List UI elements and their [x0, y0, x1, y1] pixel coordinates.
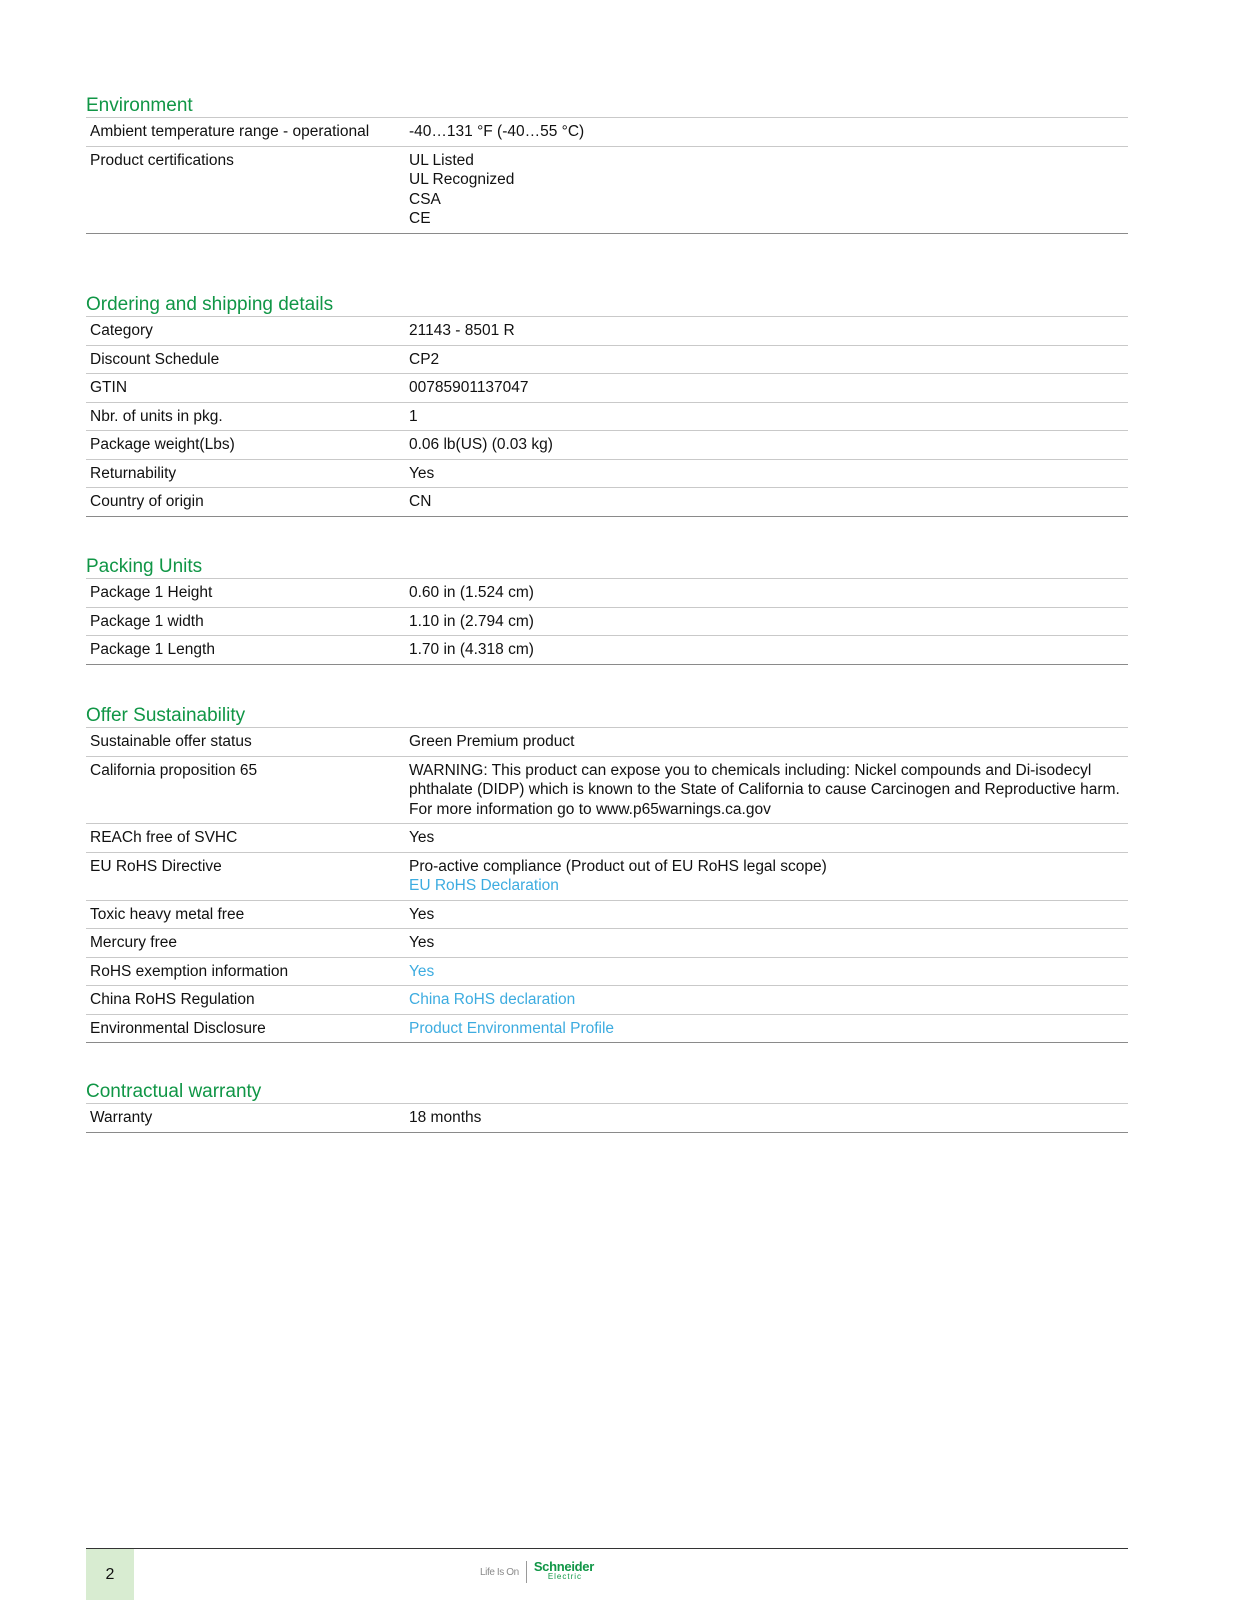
certification-item: UL Recognized [409, 171, 515, 188]
table-row [86, 900, 1128, 929]
row-label: Environmental Disclosure [86, 1014, 405, 1043]
table-row [86, 345, 1128, 374]
section-environment [86, 95, 1128, 234]
table-row [86, 756, 1128, 824]
row-value [405, 146, 1128, 233]
section-title: Packing Units [86, 556, 203, 577]
table-row [86, 431, 1128, 460]
table-row [86, 374, 1128, 403]
row-label: Toxic heavy metal free [86, 900, 405, 929]
row-label: Mercury free [86, 929, 405, 958]
section-title: Environment [86, 95, 193, 116]
table-row [86, 824, 1128, 853]
brand-name: Schneider [533, 1559, 594, 1574]
spec-table [86, 727, 1128, 1043]
row-label: China RoHS Regulation [86, 986, 405, 1015]
product-environmental-profile-link[interactable]: Product Environmental Profile [405, 1014, 1128, 1043]
certification-item: UL Listed [409, 151, 474, 169]
section-title: Contractual warranty [86, 1081, 262, 1102]
row-value: CP2 [405, 345, 1128, 374]
table-row [86, 317, 1128, 346]
row-value: 00785901137047 [405, 374, 1128, 403]
table-row [86, 579, 1128, 608]
table-row [86, 728, 1128, 757]
table-row [86, 1014, 1128, 1043]
table-row [86, 459, 1128, 488]
table-row [86, 402, 1128, 431]
table-row [86, 607, 1128, 636]
row-label: Discount Schedule [86, 345, 405, 374]
row-value: 21143 - 8501 R [405, 317, 1128, 346]
table-row [86, 488, 1128, 517]
row-label: Category [86, 317, 405, 346]
spec-table [86, 316, 1128, 517]
section-ordering-shipping [86, 294, 1128, 517]
row-value: Yes [405, 929, 1128, 958]
tagline: Life Is On [480, 1566, 519, 1578]
table-row [86, 957, 1128, 986]
row-value: Yes [405, 459, 1128, 488]
section-title: Ordering and shipping details [86, 294, 334, 315]
row-label: California proposition 65 [86, 756, 405, 824]
page-number: 2 [86, 1549, 134, 1600]
eu-rohs-declaration-link[interactable]: EU RoHS Declaration [409, 877, 559, 894]
row-label: REACh free of SVHC [86, 824, 405, 853]
table-row [86, 852, 1128, 900]
footer-divider [86, 1548, 1128, 1549]
brand-wordmark [533, 1559, 594, 1582]
row-label: Ambient temperature range - operational [86, 118, 405, 147]
row-value: Yes [405, 824, 1128, 853]
schneider-electric-logo [480, 1561, 594, 1583]
section-offer-sustainability [86, 705, 1128, 1043]
table-row [86, 146, 1128, 233]
spec-table [86, 117, 1128, 234]
row-label: Country of origin [86, 488, 405, 517]
spec-table [86, 1103, 1128, 1133]
row-label: Sustainable offer status [86, 728, 405, 757]
row-value: 0.06 lb(US) (0.03 kg) [405, 431, 1128, 460]
rohs-exemption-link[interactable]: Yes [405, 957, 1128, 986]
row-value: Yes [405, 900, 1128, 929]
row-label: RoHS exemption information [86, 957, 405, 986]
logo-divider [526, 1561, 527, 1583]
row-value: 1.70 in (4.318 cm) [405, 636, 1128, 665]
spec-table [86, 578, 1128, 665]
row-label: Package 1 Length [86, 636, 405, 665]
certification-item: CE [409, 210, 431, 227]
row-value: 1.10 in (2.794 cm) [405, 607, 1128, 636]
row-value: WARNING: This product can expose you to chemicals including: Nickel compounds and Di-isodecyl phthalate (DIDP) which is known to the State of California to cause Carcinogen and Reproductive harm. For more information go to www.p65warnings.ca.gov [405, 756, 1128, 824]
row-value-text: Pro-active compliance (Product out of EU RoHS legal scope) [409, 857, 827, 875]
row-label: Package 1 Height [86, 579, 405, 608]
table-row [86, 1104, 1128, 1133]
row-value: 0.60 in (1.524 cm) [405, 579, 1128, 608]
table-row [86, 986, 1128, 1015]
row-value: -40…131 °F (-40…55 °C) [405, 118, 1128, 147]
section-packing-units [86, 556, 1128, 665]
section-title: Offer Sustainability [86, 705, 246, 726]
table-row [86, 636, 1128, 665]
row-label: Nbr. of units in pkg. [86, 402, 405, 431]
row-label: Returnability [86, 459, 405, 488]
table-row [86, 929, 1128, 958]
row-label: Package 1 width [86, 607, 405, 636]
certification-item: CSA [409, 190, 441, 208]
table-row [86, 118, 1128, 147]
row-label: Package weight(Lbs) [86, 431, 405, 460]
row-label: GTIN [86, 374, 405, 403]
brand-sub: Electric [547, 1572, 583, 1581]
china-rohs-declaration-link[interactable]: China RoHS declaration [405, 986, 1128, 1015]
row-value: Green Premium product [405, 728, 1128, 757]
row-value: 1 [405, 402, 1128, 431]
row-value [405, 852, 1128, 900]
section-contractual-warranty [86, 1081, 1128, 1133]
row-label: Product certifications [86, 146, 405, 233]
row-value: CN [405, 488, 1128, 517]
row-value: 18 months [405, 1104, 1128, 1133]
row-label: Warranty [86, 1104, 405, 1133]
row-label: EU RoHS Directive [86, 852, 405, 900]
